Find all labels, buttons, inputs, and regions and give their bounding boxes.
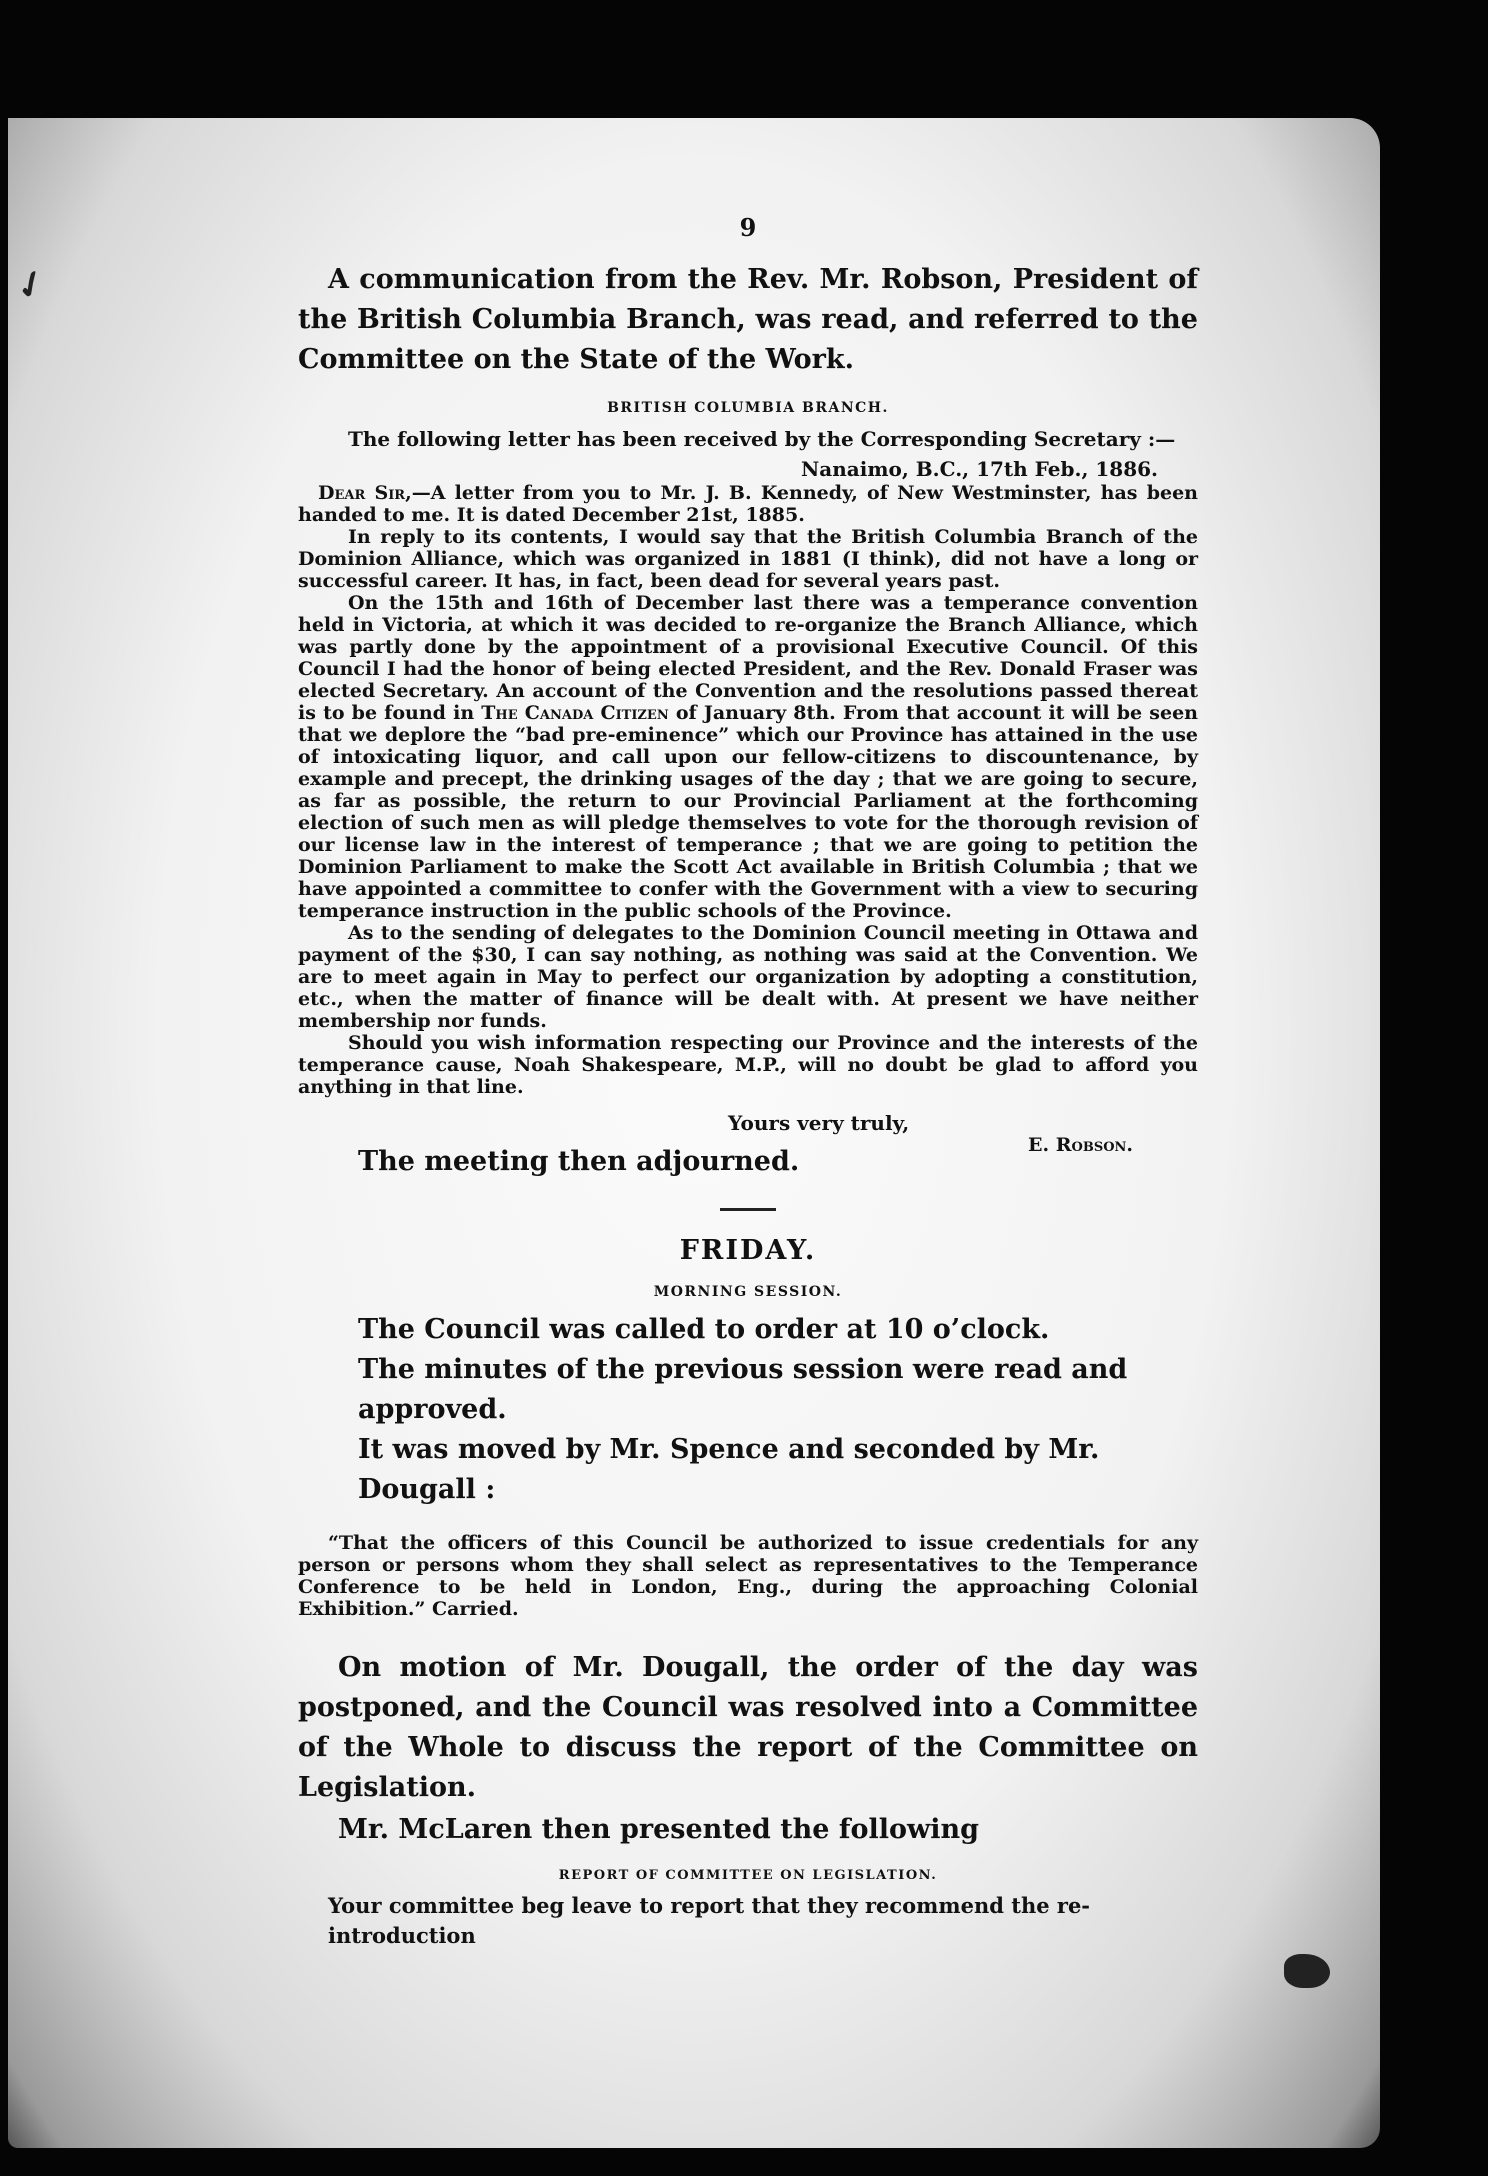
letter-paragraph xyxy=(298,482,1198,526)
presented-line: Mr. McLaren then presented the following xyxy=(338,1814,980,1845)
margin-pencil-mark: ✓ xyxy=(8,259,54,311)
adjourned-line: The meeting then adjourned. xyxy=(358,1146,800,1177)
letter-paragraph: As to the sending of delegates to the Dominion Council meeting in Ottawa and payment of the $30, I can say nothing, as nothing was said at the Convention. We are to meet again in May to perfect our organization by adopting a constitution, etc., when the matter of finance will be dealt with. At present we have neither membership nor funds. xyxy=(298,922,1198,1032)
letter-dateline: Nanaimo, B.C., 17th Feb., 1886. xyxy=(801,457,1158,481)
page-text xyxy=(298,213,1198,1951)
letter-closing: Yours very truly, xyxy=(728,1111,910,1135)
salutation: Dear Sir, xyxy=(318,482,412,504)
report-heading: REPORT OF COMMITTEE ON LEGISLATION. xyxy=(558,1868,938,1883)
resolution-text: “That the officers of this Council be authorized to issue credentials for any person or persons whom they shall select as representatives to the Temperance Conference to be held in London, Eng., during the approaching Colonial Exhibition.” Carried. xyxy=(298,1532,1198,1620)
letter-paragraph-text: On the 15th and 16th of December last there was a temperance convention held in Victoria, at which it was decided to re-organize the Branch Alliance, which was partly done by the appointment of a provisional Executive Council. Of this Council I had the honor of being elected President, and the Rev. Donald Fraser was elected Secretary. An account of the Convention and the resolutions passed thereat is to be found in xyxy=(298,592,1198,724)
letter-paragraph-text: of January 8th. From that account it will be seen that we deplore the “bad pre-eminence” which our Province has attained in the use of intoxicating liquor, and call upon our fellow-citizens to discountenance, by example and precept, the drinking usages of the day ; that we are going to secure, as far as possible, the return to our Provincial Parliament at the forthcoming election of such men as will pledge themselves to vote for the thorough revision of our license law in the interest of temperance ; that we are going to petition the Dominion Parliament to make the Scott Act available in British Columbia ; that we have appointed a committee to confer with the Government with a view to securing temperance instruction in the public schools of the Province. xyxy=(298,702,1198,922)
letter-body xyxy=(298,482,1198,1098)
page xyxy=(8,118,1380,2148)
ink-blot xyxy=(1284,1954,1330,1988)
letter-paragraph: Should you wish information respecting our Province and the interests of the temperance cause, Noah Shakespeare, M.P., will no doubt be glad to afford you anything in that line. xyxy=(298,1032,1198,1098)
letter-paragraph-text: —A letter from you to Mr. J. B. Kennedy, of New Westminster, has been handed to me. It is dated December 21st, 1885. xyxy=(298,482,1198,526)
minutes-line: The minutes of the previous session were read and approved. xyxy=(358,1354,1128,1425)
intro-line: The following letter has been received by the Corresponding Secretary :— xyxy=(348,427,1176,451)
session-heading: MORNING SESSION. xyxy=(653,1284,843,1300)
newspaper-title: The Canada Citizen xyxy=(481,702,669,724)
section-divider xyxy=(720,1208,776,1211)
day-heading: FRIDAY. xyxy=(679,1235,817,1266)
section-heading: BRITISH COLUMBIA BRANCH. xyxy=(607,400,889,416)
lead-paragraph: A communication from the Rev. Mr. Robson, President of the British Columbia Branch, was read, and referred to the Committee on the State of the Work. xyxy=(298,264,1198,375)
letter-paragraph: In reply to its contents, I would say that the British Columbia Branch of the Dominion Alliance, which was organized in 1881 (I think), did not have a long or successful career. It has, in fact, been dead for several years past. xyxy=(298,526,1198,592)
letter-signature: E. Robson. xyxy=(1028,1134,1134,1156)
report-text: Your committee beg leave to report that they recommend the re-introduction xyxy=(328,1893,1091,1948)
motion-paragraph: On motion of Mr. Dougall, the order of the day was postponed, and the Council was resolved into a Committee of the Whole to discuss the report of the Committee on Legislation. xyxy=(298,1652,1198,1803)
minutes-line: The Council was called to order at 10 o’clock. xyxy=(358,1314,1050,1345)
page-number: 9 xyxy=(739,213,757,242)
minutes-line: It was moved by Mr. Spence and seconded by Mr. Dougall : xyxy=(358,1434,1100,1505)
letter-paragraph xyxy=(298,592,1198,922)
adjourn-row xyxy=(298,1134,1198,1190)
